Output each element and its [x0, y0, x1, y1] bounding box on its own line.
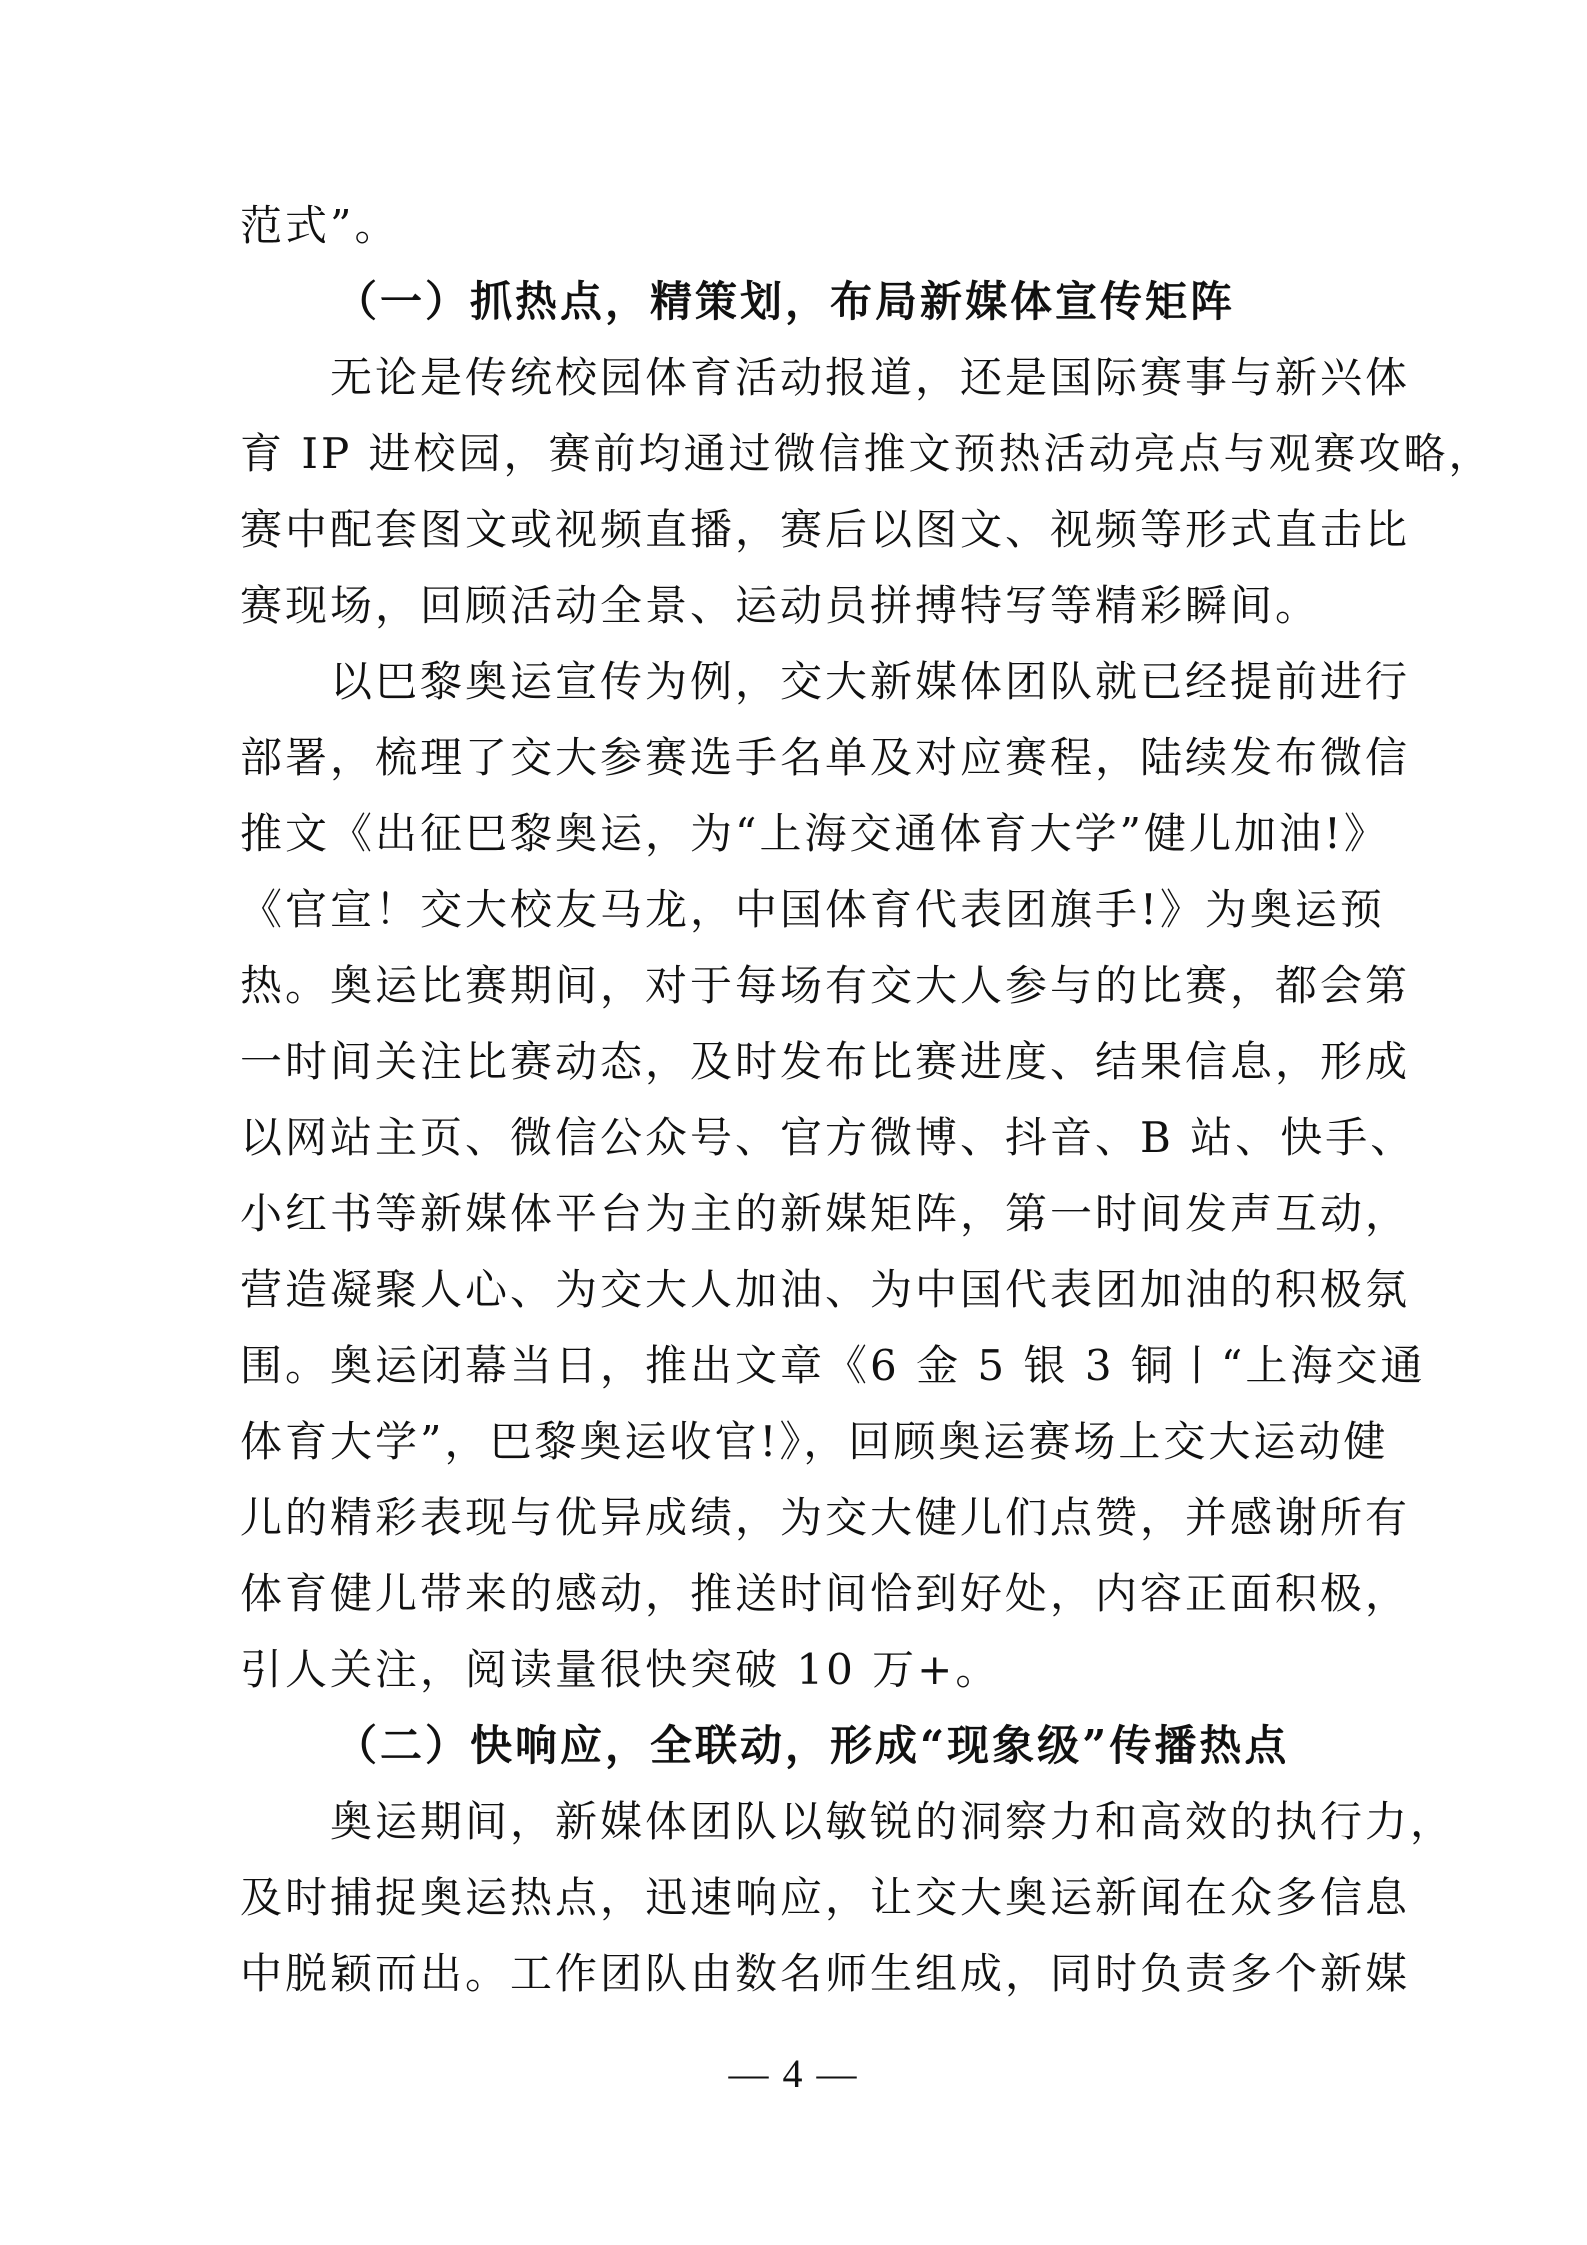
document-body	[240, 188, 1494, 2012]
body-text-line: 赛中配套图文或视频直播，赛后以图文、视频等形式直击比	[240, 505, 1411, 554]
paragraph-last-line: 范式”。	[240, 201, 400, 250]
page-number: — 4 —	[728, 2051, 859, 2096]
body-text-line: 儿的精彩表现与优异成绩，为交大健儿们点赞，并感谢所有	[240, 1493, 1411, 1542]
section-heading: （二）快响应，全联动，形成“现象级”传播热点	[335, 1721, 1290, 1770]
paragraph-last-line: 引人关注，阅读量很快突破 10 万+。	[240, 1645, 1001, 1694]
body-text-line: 热。奥运比赛期间，对于每场有交大人参与的比赛，都会第	[240, 961, 1411, 1010]
paragraph-first-line: 以巴黎奥运宣传为例，交大新媒体团队就已经提前进行	[330, 657, 1411, 706]
body-text-line: 部署，梳理了交大参赛选手名单及对应赛程，陆续发布微信	[240, 733, 1411, 782]
body-text-line: 中脱颖而出。工作团队由数名师生组成，同时负责多个新媒	[240, 1949, 1411, 1998]
paragraph-last-line: 赛现场，回顾活动全景、运动员拼搏特写等精彩瞬间。	[240, 581, 1321, 630]
body-text-line: 体育健儿带来的感动，推送时间恰到好处，内容正面积极，	[240, 1569, 1411, 1618]
body-text-line: 一时间关注比赛动态，及时发布比赛进度、结果信息，形成	[240, 1037, 1411, 1086]
paragraph-first-line: 奥运期间，新媒体团队以敏锐的洞察力和高效的执行力，	[330, 1797, 1456, 1846]
body-text-line: 《官宣！交大校友马龙，中国体育代表团旗手!》为奥运预	[240, 885, 1385, 934]
section-heading: （一）抓热点，精策划，布局新媒体宣传矩阵	[335, 277, 1236, 326]
body-text-line: 育 IP 进校园，赛前均通过微信推文预热活动亮点与观赛攻略，	[240, 429, 1494, 478]
body-text-line: 体育大学”，巴黎奥运收官!》，回顾奥运赛场上交大运动健	[240, 1417, 1389, 1466]
body-text-line: 及时捕捉奥运热点，迅速响应，让交大奥运新闻在众多信息	[240, 1873, 1411, 1922]
body-text-line: 营造凝聚人心、为交大人加油、为中国代表团加油的积极氛	[240, 1265, 1411, 1314]
body-text-line: 以网站主页、微信公众号、官方微博、抖音、B 站、快手、	[240, 1113, 1416, 1162]
body-text-line: 推文《出征巴黎奥运，为“上海交通体育大学”健儿加油!》	[240, 809, 1389, 858]
body-text-line: 小红书等新媒体平台为主的新媒矩阵，第一时间发声互动，	[240, 1189, 1411, 1238]
body-text-line: 围。奥运闭幕当日，推出文章《6 金 5 银 3 铜丨“上海交通	[240, 1341, 1426, 1390]
paragraph-first-line: 无论是传统校园体育活动报道，还是国际赛事与新兴体	[330, 353, 1411, 402]
